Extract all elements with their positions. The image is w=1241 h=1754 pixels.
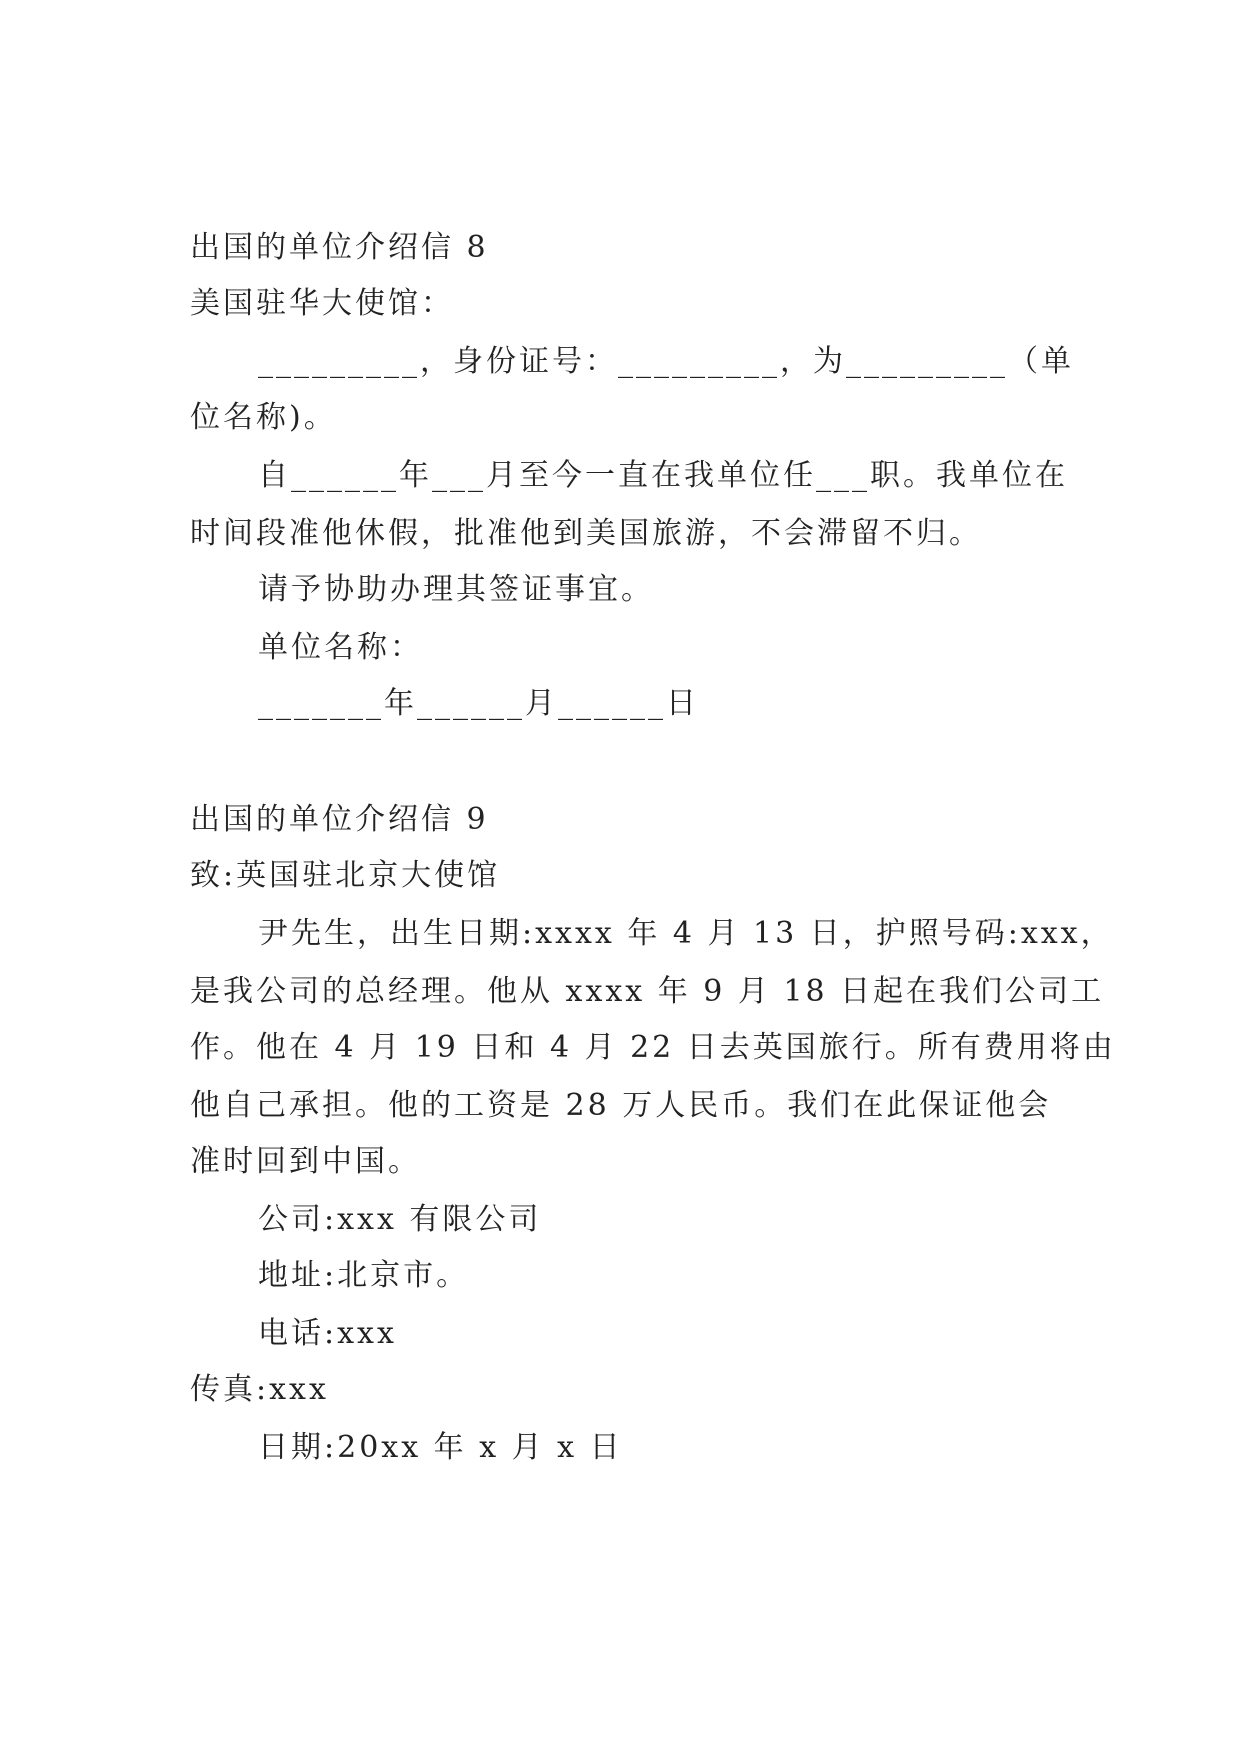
letter8-body1-line2: 位名称)。 [190, 400, 337, 435]
letter9-company: 公司:xxx 有限公司 [258, 1202, 542, 1237]
letter8-date: _______年______月______日 [258, 686, 699, 721]
letter8-request: 请予协助办理其签证事宜。 [258, 572, 654, 607]
letter8-body2-line2: 时间段准他休假，批准他到美国旅游，不会滞留不归。 [190, 516, 982, 551]
letter8-title: 出国的单位介绍信 8 [190, 230, 489, 265]
letter9-body-line4: 他自己承担。他的工资是 28 万人民币。我们在此保证他会 [190, 1088, 1052, 1123]
letter9-date: 日期:20xx 年 x 月 x 日 [258, 1430, 623, 1465]
letter8-body2-line1: 自______年___月至今一直在我单位任___职。我单位在 [258, 458, 1068, 493]
letter9-title: 出国的单位介绍信 9 [190, 802, 489, 837]
letter8-unit-name: 单位名称： [258, 630, 423, 665]
letter9-body-line2: 是我公司的总经理。他从 xxxx 年 9 月 18 日起在我们公司工 [190, 974, 1105, 1009]
letter9-address: 地址:北京市。 [258, 1258, 470, 1293]
letter9-body-line3: 作。他在 4 月 19 日和 4 月 22 日去英国旅行。所有费用将由 [190, 1030, 1116, 1065]
letter9-body-line1: 尹先生，出生日期:xxxx 年 4 月 13 日，护照号码:xxx， [258, 916, 1114, 951]
letter9-salutation: 致:英国驻北京大使馆 [190, 858, 501, 893]
letter9-fax: 传真:xxx [190, 1372, 329, 1407]
letter8-body1-line1: _________，身份证号：_________，为_________（单 [258, 344, 1074, 379]
letter9-body-line5: 准时回到中国。 [190, 1144, 421, 1179]
letter9-phone: 电话:xxx [258, 1316, 397, 1351]
letter8-salutation: 美国驻华大使馆： [190, 286, 454, 321]
